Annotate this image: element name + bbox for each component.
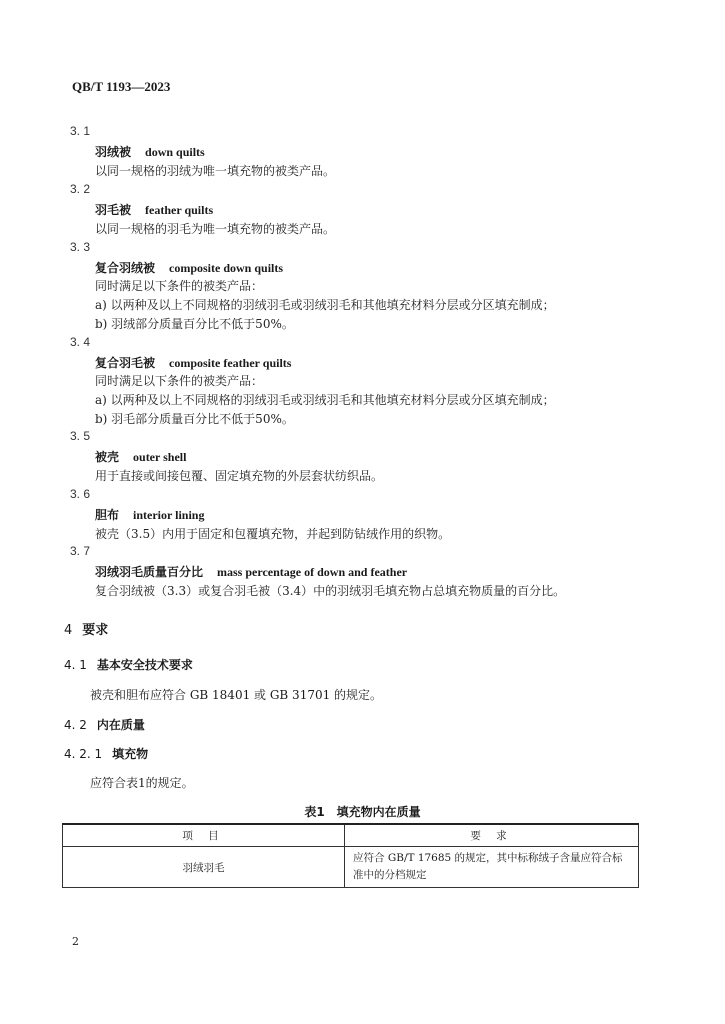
- table-title: 表1 填充物内在质量: [304, 805, 421, 819]
- table-cell-item: 羽绒羽毛: [63, 847, 345, 888]
- term-zh: 羽绒羽毛质量百分比: [95, 565, 204, 579]
- term-definition-item: b) 羽绒部分质量百分比不低于50%。: [95, 317, 294, 331]
- term-definition-item: a) 以两种及以上不同规格的羽绒羽毛或羽绒羽毛和其他填充材料分层或分区填充制成；: [95, 393, 555, 407]
- term-en: down quilts: [145, 145, 205, 159]
- table-header-item: 项 目: [63, 824, 345, 847]
- term-heading: [95, 143, 205, 160]
- term-en: composite feather quilts: [169, 356, 292, 370]
- term-zh: 复合羽毛被: [95, 356, 156, 370]
- term-heading: [95, 201, 213, 218]
- body-text: 被壳和胆布应符合 GB 18401 或 GB 31701 的规定。: [90, 688, 383, 702]
- fill-quality-table: [62, 823, 639, 888]
- subsection-number: 4. 1: [64, 658, 87, 672]
- term-en: interior lining: [133, 508, 205, 522]
- term-zh: 羽毛被: [95, 203, 132, 217]
- section-number: 4: [64, 623, 73, 638]
- clause-number: 3. 1: [70, 124, 91, 138]
- term-zh: 羽绒被: [95, 145, 132, 159]
- subsection-number: 4. 2. 1: [64, 747, 103, 761]
- term-heading: [95, 448, 186, 465]
- table-row: [63, 847, 639, 888]
- term-definition: 复合羽绒被（3.3）或复合羽毛被（3.4）中的羽绒羽毛填充物占总填充物质量的百分比。: [95, 584, 566, 598]
- page-number: 2: [72, 935, 79, 948]
- standard-code: QB/T 1193—2023: [72, 79, 171, 94]
- term-zh: 复合羽绒被: [95, 261, 156, 275]
- term-definition: 同时满足以下条件的被类产品：: [95, 374, 264, 388]
- subsection-title: 内在质量: [96, 718, 145, 732]
- term-definition: 以同一规格的羽绒为唯一填充物的被类产品。: [95, 164, 336, 178]
- term-en: outer shell: [133, 450, 187, 464]
- section-title: 要求: [82, 623, 109, 638]
- subsection-heading: [64, 716, 145, 733]
- term-definition: 用于直接或间接包覆、固定填充物的外层套状纺织品。: [95, 469, 384, 483]
- table-header-row: [63, 824, 639, 847]
- term-heading: [95, 259, 283, 276]
- clause-number: 3. 4: [70, 335, 91, 349]
- term-heading: [95, 506, 204, 523]
- term-definition: 以同一规格的羽毛为唯一填充物的被类产品。: [95, 222, 336, 236]
- body-text: 应符合表1的规定。: [90, 776, 194, 790]
- term-definition-item: a) 以两种及以上不同规格的羽绒羽毛或羽绒羽毛和其他填充材料分层或分区填充制成；: [95, 298, 555, 312]
- subsection-number: 4. 2: [64, 718, 87, 732]
- clause-number: 3. 7: [70, 544, 91, 558]
- term-definition-item: b) 羽毛部分质量百分比不低于50%。: [95, 412, 294, 426]
- term-en: feather quilts: [145, 203, 214, 217]
- section-heading: [64, 619, 108, 638]
- table-cell-requirement: 应符合 GB/T 17685 的规定，其中标称绒子含量应符合标准中的分档规定: [345, 847, 639, 888]
- term-definition: 同时满足以下条件的被类产品：: [95, 279, 264, 293]
- clause-number: 3. 3: [70, 240, 91, 254]
- term-en: mass percentage of down and feather: [217, 565, 408, 579]
- term-definition: 被壳（3.5）内用于固定和包覆填充物，并起到防钻绒作用的织物。: [95, 527, 451, 541]
- clause-number: 3. 5: [70, 429, 91, 443]
- clause-number: 3. 6: [70, 487, 91, 501]
- table-header-requirement: 要 求: [345, 824, 639, 847]
- subsection-title: 基本安全技术要求: [96, 658, 193, 672]
- term-en: composite down quilts: [169, 261, 284, 275]
- term-heading: [95, 354, 291, 371]
- term-heading: [95, 563, 407, 580]
- term-zh: 被壳: [95, 450, 120, 464]
- clause-number: 3. 2: [70, 182, 91, 196]
- subsection-heading: [64, 656, 193, 673]
- term-zh: 胆布: [95, 508, 120, 522]
- subsection-heading: [64, 745, 148, 762]
- subsection-title: 填充物: [112, 747, 149, 761]
